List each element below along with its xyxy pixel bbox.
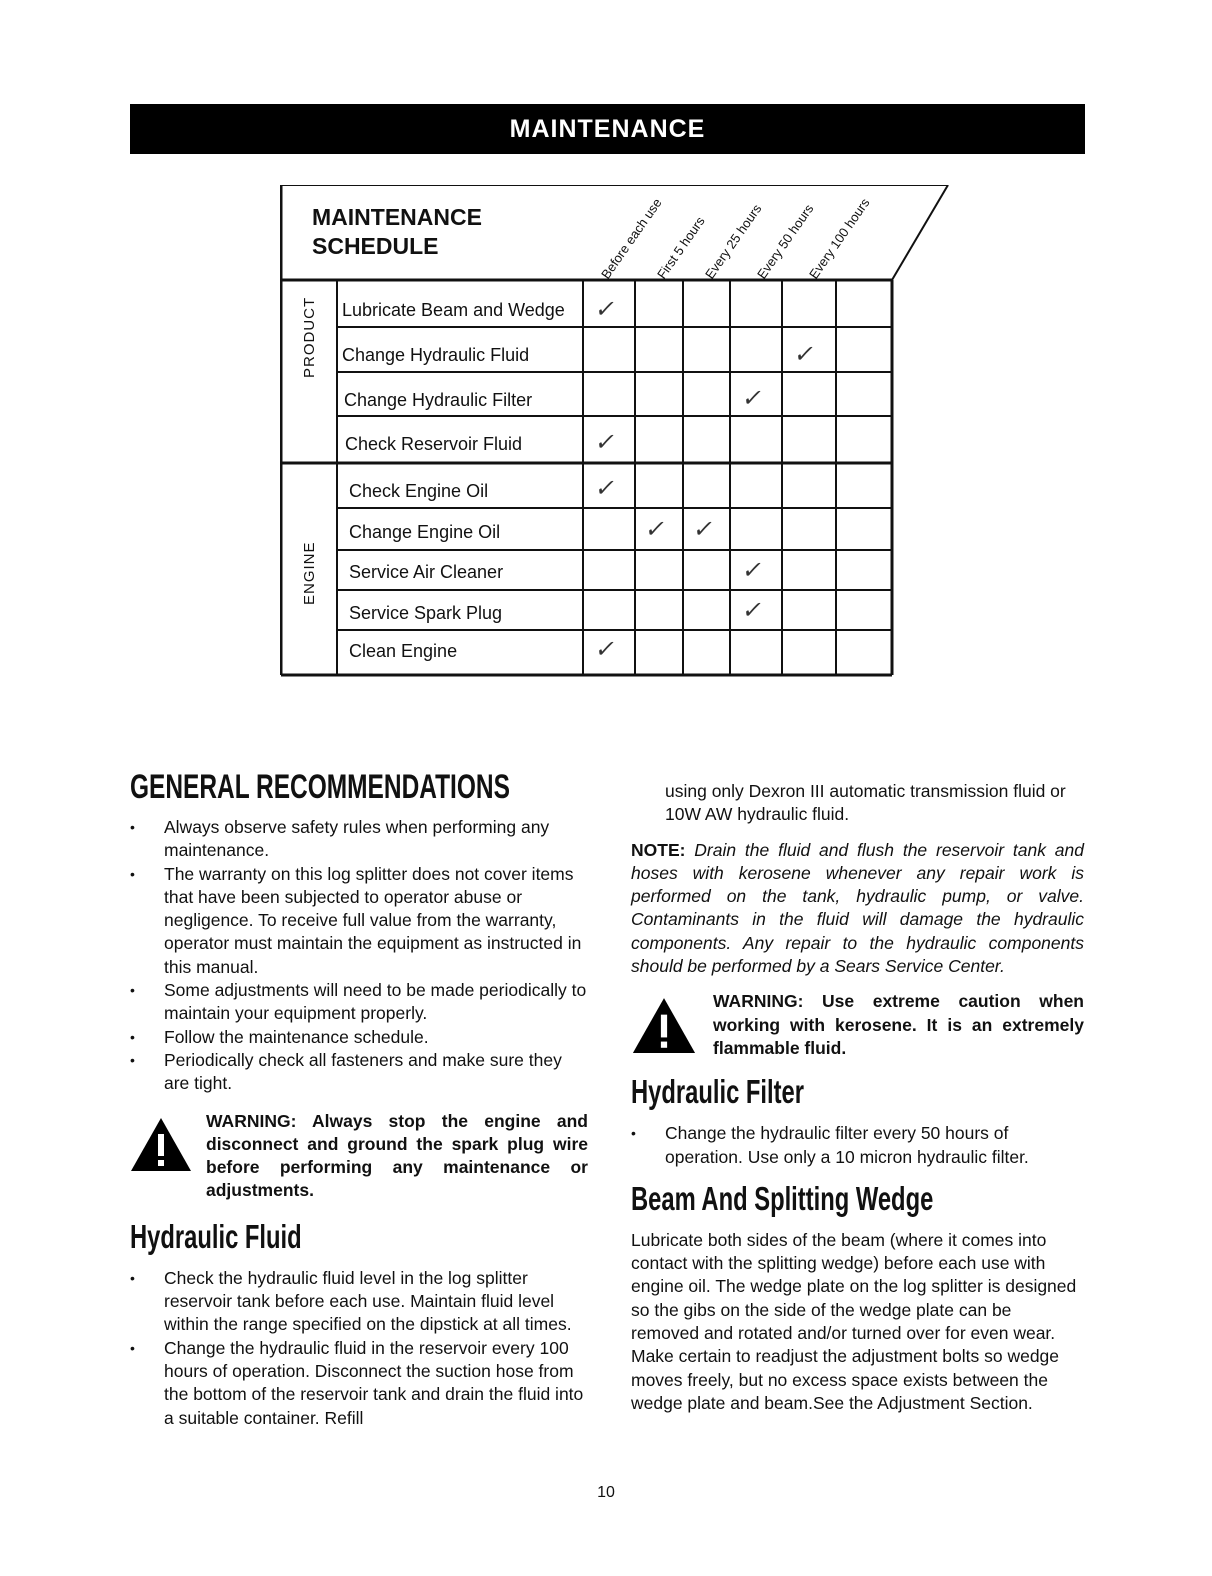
beam-wedge-heading: Beam And Splitting Wedge bbox=[631, 1179, 934, 1217]
task-label: Clean Engine bbox=[349, 641, 458, 661]
section-banner: MAINTENANCE bbox=[130, 104, 1085, 154]
list-item: • Some adjustments will need to be made periodically to maintain your equipment properly. bbox=[130, 979, 588, 1026]
general-recommendations-list bbox=[130, 816, 588, 1096]
check-mark-icon: ✓ bbox=[593, 474, 620, 502]
left-column bbox=[130, 768, 588, 1430]
hydraulic-fluid-heading: Hydraulic Fluid bbox=[130, 1217, 302, 1255]
page-number: 10 bbox=[597, 1484, 615, 1501]
interval-header: Before each use bbox=[598, 195, 665, 282]
task-label: Check Reservoir Fluid bbox=[345, 434, 523, 454]
list-item: • Check the hydraulic fluid level in the log splitter reservoir tank before each use. Maintain fluid level within the range specified on the dipstick at all times. bbox=[130, 1267, 588, 1337]
group-label-product: PRODUCT bbox=[301, 296, 318, 378]
general-recommendations-heading: GENERAL RECOMMENDATIONS bbox=[130, 768, 510, 806]
list-item: • Change the hydraulic fluid in the reservoir every 100 hours of operation. Disconnect the suction hose from the bottom of the reservoir tank and drain the fluid into a suitable container. Refill bbox=[130, 1337, 588, 1430]
interval-header: Every 25 hours bbox=[702, 201, 765, 282]
warning-block bbox=[631, 990, 1084, 1060]
schedule-title-line2: SCHEDULE bbox=[312, 233, 439, 259]
note-text: Drain the fluid and flush the reservoir tank and hoses with kerosene whenever any repair work is performed on the tank, hydraulic pump, or valve. Contaminants in the fluid will damage the hydraulic components. Any repair to the hydraulic components should be performed by a Sears Service Center. bbox=[631, 839, 1084, 977]
hydraulic-filter-heading: Hydraulic Filter bbox=[631, 1073, 804, 1111]
task-label: Check Engine Oil bbox=[349, 481, 489, 501]
task-label: Service Air Cleaner bbox=[349, 562, 504, 582]
beam-wedge-text: Lubricate both sides of the beam (where it comes into contact with the splitting wedge) before each use with engine oil. The wedge plate on the log splitter is designed so the gibs on the side of the wedge plate can be removed and rotated and/or turned over for even wear. Make certain to readjust the adjustment bolts so wedge moves freely, but no excess space exists between the wedge plate and beam.See the Adjustment Section. bbox=[631, 1229, 1077, 1413]
warning-triangle-icon bbox=[631, 996, 697, 1054]
check-mark-icon: ✓ bbox=[593, 295, 620, 323]
task-label: Change Hydraulic Fluid bbox=[342, 345, 530, 365]
warning-text: WARNING: Use extreme caution when working with kerosene. It is an extremely flammable fluid. bbox=[713, 991, 1084, 1058]
task-label: Change Engine Oil bbox=[349, 522, 501, 542]
hydraulic-filter-list bbox=[631, 1122, 1084, 1169]
check-mark-icon: ✓ bbox=[593, 428, 620, 456]
list-item: • Follow the maintenance schedule. bbox=[130, 1026, 588, 1049]
interval-header: Every 50 hours bbox=[754, 201, 817, 282]
task-label: Change Hydraulic Filter bbox=[344, 390, 533, 410]
task-label: Service Spark Plug bbox=[349, 603, 503, 623]
task-label: Lubricate Beam and Wedge bbox=[342, 300, 565, 320]
warning-text: WARNING: Always stop the engine and disconnect and ground the spark plug wire before performing any maintenance or adjustments. bbox=[206, 1110, 588, 1201]
check-mark-icon: ✓ bbox=[792, 340, 819, 368]
check-mark-icon: ✓ bbox=[740, 384, 767, 412]
list-item: • Periodically check all fasteners and make sure they are tight. bbox=[130, 1049, 588, 1096]
interval-header: First 5 hours bbox=[654, 213, 708, 282]
hydraulic-fluid-list bbox=[130, 1267, 588, 1430]
note-paragraph bbox=[631, 839, 1084, 979]
list-item: • Always observe safety rules when performing any maintenance. bbox=[130, 816, 588, 863]
right-column bbox=[631, 780, 1084, 1415]
warning-block bbox=[130, 1110, 588, 1203]
check-mark-icon: ✓ bbox=[740, 596, 767, 624]
maintenance-schedule-table bbox=[280, 185, 960, 680]
group-label-engine: ENGINE bbox=[301, 541, 318, 605]
schedule-title bbox=[312, 203, 482, 261]
schedule-title-line1: MAINTENANCE bbox=[312, 204, 482, 230]
check-mark-icon: ✓ bbox=[643, 515, 670, 543]
note-label: NOTE: bbox=[631, 839, 686, 860]
check-mark-icon: ✓ bbox=[740, 556, 767, 584]
list-item: • Change the hydraulic filter every 50 hours of operation. Use only a 10 micron hydraulic filter. bbox=[631, 1122, 1084, 1169]
interval-header: Every 100 hours bbox=[806, 195, 873, 282]
list-item: • The warranty on this log splitter does not cover items that have been subjected to operator abuse or negligence. To receive full value from the warranty, operator must maintain the equipment as instructed in this manual. bbox=[130, 863, 588, 979]
check-mark-icon: ✓ bbox=[691, 515, 718, 543]
hydraulic-fluid-continuation: using only Dexron III automatic transmission fluid or 10W AW hydraulic fluid. bbox=[665, 781, 1066, 825]
warning-triangle-icon bbox=[130, 1116, 192, 1172]
check-mark-icon: ✓ bbox=[593, 635, 620, 663]
